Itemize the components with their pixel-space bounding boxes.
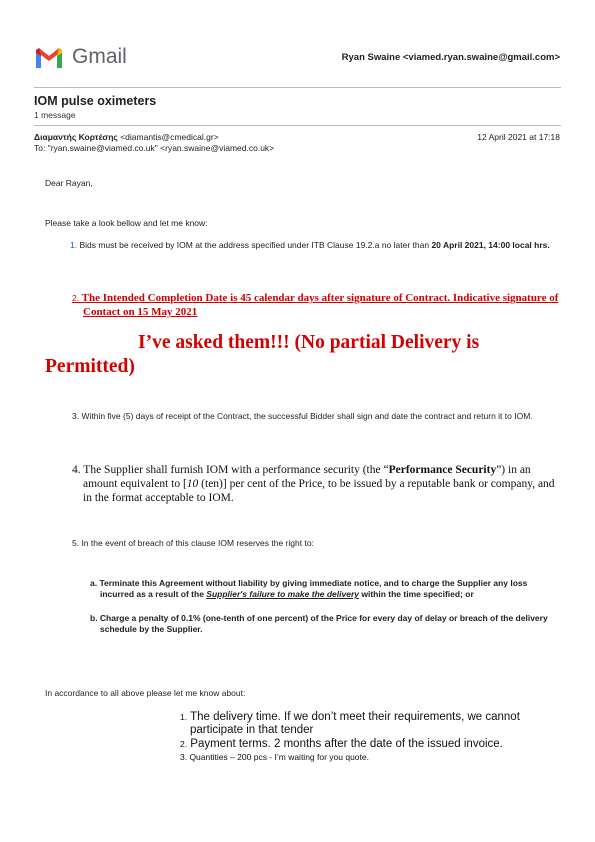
question-3: 3. Quantities – 200 pcs - I’m waiting for you quote. (180, 752, 369, 762)
list-item-2-number: 2. (72, 293, 80, 303)
list-item-1-number: 1. (70, 240, 78, 250)
list-item-3: 3. Within five (5) days of receipt of the Contract, the successful Bidder shall sign and date the contract and return it to IOM. (72, 411, 533, 421)
intro-line: Please take a look bellow and let me know: (45, 218, 208, 228)
list-item-1: 1. Bids must be received by IOM at the address specified under ITB Clause 19.2.a no later than 20 April 2021, 14:00 local hrs. (70, 240, 550, 250)
list-item-5: 5. In the event of breach of this clause IOM reserves the right to: (72, 538, 314, 548)
subject-divider (34, 125, 561, 126)
sender (34, 132, 219, 142)
gmail-wordmark: Gmail (72, 45, 127, 68)
account-label: Ryan Swaine <viamed.ryan.swaine@gmail.com> (341, 52, 560, 63)
list-item-4: 4. The Supplier shall furnish IOM with a performance security (the “Performance Security”) in an amount equivalent to [10 (ten)] per cent of the Price, to be issued by a reputable bank or company, and in the format acceptable to IOM. (72, 464, 555, 504)
sub-item-b: b. Charge a penalty of 0.1% (one-tenth of one percent) of the Price for every day of delay or breach of the delivery schedule by the Supplier. (90, 613, 548, 634)
thread-subject: IOM pulse oximeters (34, 94, 157, 108)
message-count: 1 message (34, 110, 76, 120)
recipient-line: To: "ryan.swaine@viamed.co.uk" <ryan.swaine@viamed.co.uk> (34, 143, 275, 153)
supplier-failure-phrase: Supplier's failure to make the delivery (206, 589, 359, 599)
header-divider (34, 87, 561, 88)
list-item-2: 2. The Intended Completion Date is 45 calendar days after signature of Contract. Indicative signature of Contact on 15 May 2021 (72, 292, 559, 318)
question-1: 1. The delivery time. If we don’t meet their requirements, we cannot participate in that tender (180, 711, 520, 736)
callout-note: I’ve asked them!!! (No partial Delivery is Permitted) (45, 332, 480, 377)
accordance-line: In accordance to all above please let me know about: (45, 688, 246, 698)
sender-name: Διαμαντής Κορτέσης (34, 132, 118, 142)
message-date: 12 April 2021 at 17:18 (477, 132, 560, 142)
question-2: 2. Payment terms. 2 months after the date of the issued invoice. (180, 738, 503, 750)
sub-item-a: a. Terminate this Agreement without liability by giving immediate notice, and to charge the Supplier any loss incurred as a result of the Supplier's failure to make the delivery within the time specified; or (90, 578, 528, 599)
sender-email: <diamantis@cmedical.gr> (120, 132, 219, 142)
greeting: Dear Rayan, (45, 178, 93, 188)
